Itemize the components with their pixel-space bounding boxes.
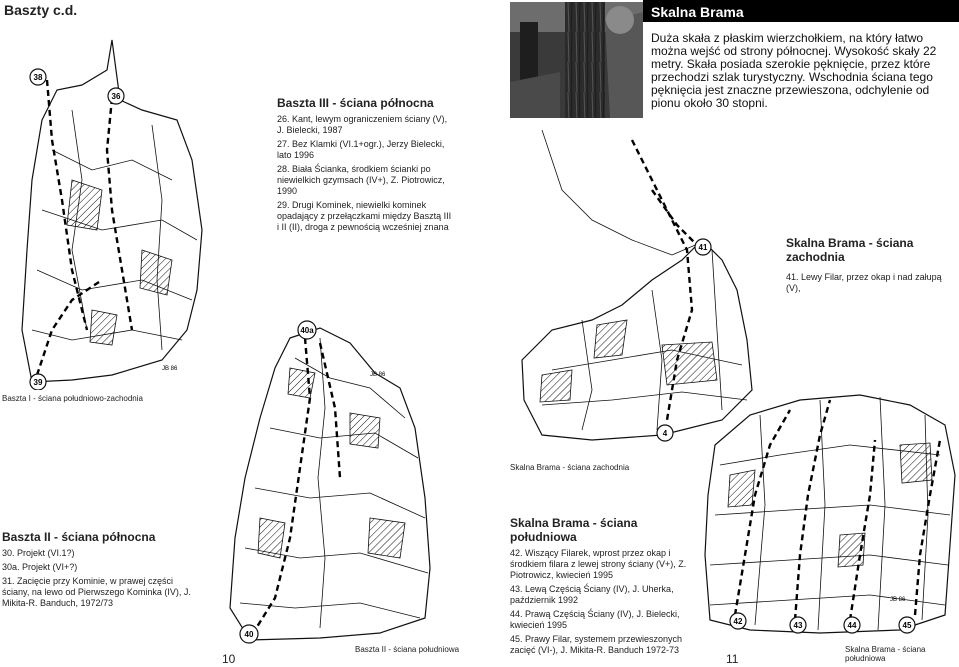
badge-41: 41 <box>698 243 708 252</box>
badge-43: 43 <box>793 621 803 630</box>
drawing-signature: JB 86 <box>890 597 906 603</box>
skalna-brama-west-route-list <box>786 272 956 294</box>
route-item: 28. Biała Ścianka, środkiem ścianki po niewielkich gzymsach (IV+), Z. Piotrowicz, 1990 <box>277 164 445 196</box>
caption-skalna-brama-south: Skalna Brama - ściana południowa <box>845 645 926 663</box>
badge-36: 36 <box>111 92 121 101</box>
badge-42: 42 <box>733 617 743 626</box>
baszta2-route-list <box>2 548 198 609</box>
baszta3-title: Baszta III - ściana północna <box>277 96 434 110</box>
page-number-left: 10 <box>222 652 236 666</box>
caption-skalna-brama-west: Skalna Brama - ściana zachodnia <box>510 463 630 472</box>
route-item: 45. Prawy Filar, systemem przewieszonych zacięć (VI-), J. Mikita-R. Banduch 1972-73 <box>510 634 683 655</box>
badge-39: 39 <box>33 378 43 387</box>
route-item: 31. Zacięcie przy Kominie, w prawej części ściany, na lewo od Pierwszego Kominka (IV), J. Mikita-R. Banduch, 1972/73 <box>2 576 191 608</box>
drawing-signature: JB 86 <box>162 366 178 372</box>
page-header: Baszty c.d. <box>4 2 78 18</box>
route-item: 30. Projekt (VI.1?) <box>2 548 75 558</box>
route-item: 29. Drugi Kominek, niewielki kominek opadający z przełączkami między Basztą III i II (II), droga z pewnością wcześniej znana <box>277 200 452 232</box>
caption-baszta2-south: Baszta II - ściana południowa <box>355 645 460 654</box>
page-number-right: 11 <box>726 652 739 666</box>
skalna-brama-west-section <box>786 236 956 297</box>
skalna-brama-south-section <box>510 516 696 659</box>
badge-40: 40 <box>244 630 254 639</box>
route-item: 43. Lewą Częścią Ściany (IV), J. Uherka, październik 1992 <box>510 584 674 605</box>
route-item: 42. Wiszący Filarek, wprost przez okap i środkiem filara z lewej strony ściany (V+), Z. Piotrowicz, kwiecień 1995 <box>510 548 687 580</box>
skalna-brama-south-title: Skalna Brama - ściana południowa <box>510 516 638 544</box>
drawing-signature: JB 86 <box>370 372 386 378</box>
baszta3-route-list <box>277 114 452 233</box>
route-item: 27. Bez Klamki (VI.1+ogr.), Jerzy Bielecki, lato 1996 <box>277 139 445 160</box>
baszta3-section <box>277 96 452 236</box>
skalna-brama-west-title: Skalna Brama - ściana zachodnia <box>786 236 914 264</box>
baszta2-drawing <box>200 318 455 648</box>
route-item: 30a. Projekt (VI+?) <box>2 562 78 572</box>
skalna-brama-description: Duża skała z płaskim wierzchołkiem, na który łatwo można wejść od strony północnej. Wysokość skały 22 metry. Skała posiada szerokie pęknięcie, przez które przechodzi szlak turystyczny. Wschodnia ściana tego pęknięcia jest znaczne przewieszona, odchylenie od pionu około 30 stopni. <box>651 31 937 110</box>
skalna-brama-south-route-list <box>510 548 696 656</box>
badge-44: 44 <box>847 621 857 630</box>
route-item: 41. Lewy Filar, przez okap i nad załupą (V), <box>786 272 942 293</box>
skalna-brama-photo <box>510 2 643 118</box>
caption-baszta1: Baszta I - ściana południowo-zachodnia <box>2 394 143 403</box>
skalna-brama-south-drawing <box>700 385 959 640</box>
badge-45: 45 <box>902 621 912 630</box>
baszta2-section <box>2 530 198 612</box>
skalna-brama-band-title: Skalna Brama <box>643 0 959 22</box>
badge-40a: 40a <box>300 326 314 335</box>
route-item: 44. Prawą Częścią Ściany (IV), J. Bielecki, kwiecień 1995 <box>510 609 680 630</box>
badge-4: 4 <box>662 429 668 438</box>
route-item: 26. Kant, lewym ograniczeniem ściany (V), J. Bielecki, 1987 <box>277 114 448 135</box>
badge-38: 38 <box>33 73 43 82</box>
baszta2-title: Baszta II - ściana północna <box>2 530 156 544</box>
